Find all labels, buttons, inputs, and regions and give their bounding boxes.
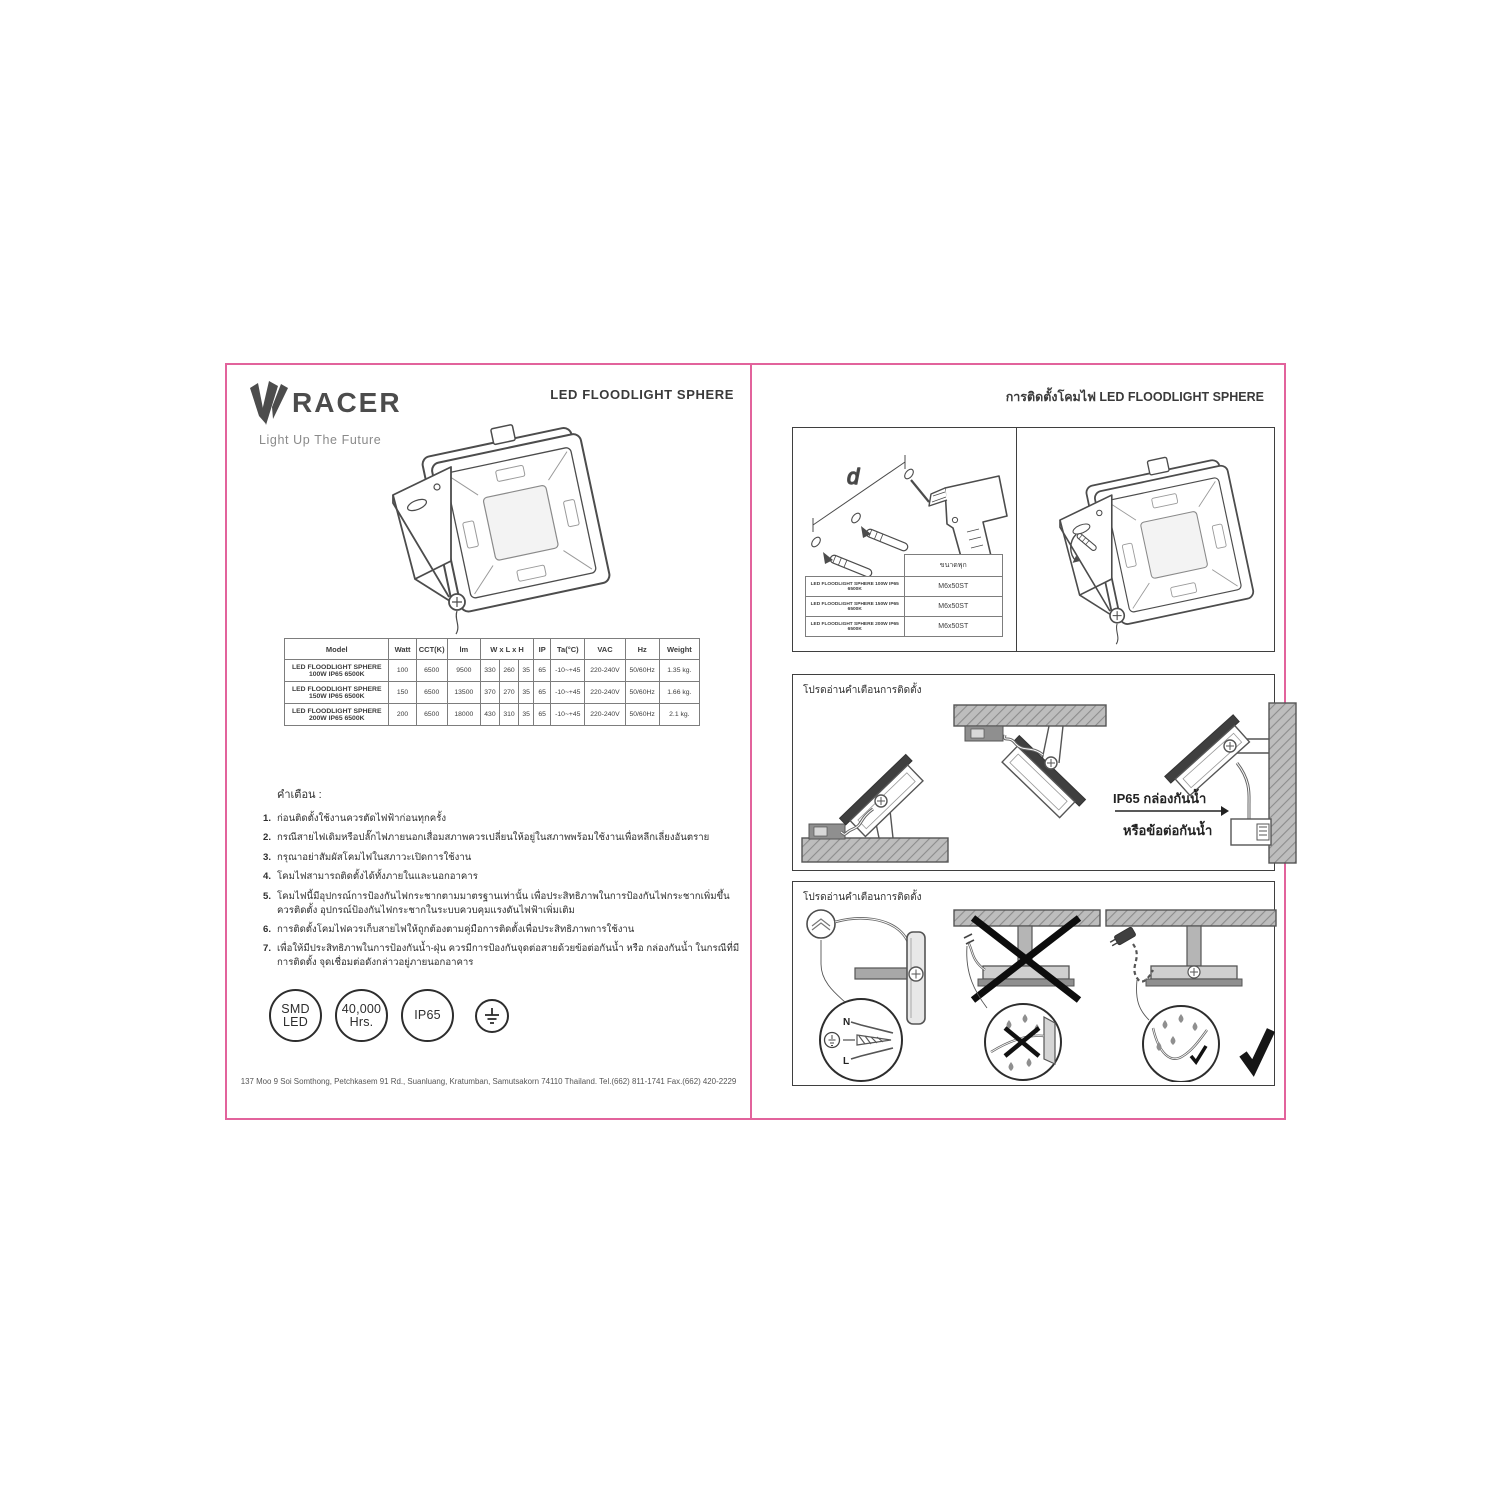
warning-item — [263, 812, 741, 826]
warning-item — [263, 942, 741, 970]
ceiling-mount-diagram — [951, 701, 1109, 867]
company-address: 137 Moo 9 Soi Somthong, Petchkasem 91 Rd., Suanluang, Kratumban, Samutsakorn 74110 Thailand. Tel.(662) 811-1741 Fax.(662) 420-2229 — [240, 1077, 737, 1086]
spec-weight: 2.1 kg. — [659, 704, 699, 726]
spec-h: 35 — [519, 704, 534, 726]
spec-h: 35 — [519, 682, 534, 704]
spec-weight: 1.35 kg. — [659, 660, 699, 682]
anchor-header-spacer — [806, 555, 905, 577]
install-box-wiring — [792, 881, 1275, 1086]
warning-number: 2. — [263, 832, 272, 844]
anchor-size: M6x50ST — [904, 577, 1003, 597]
spec-hz: 50/60Hz — [625, 660, 659, 682]
left-page-title: LED FLOODLIGHT SPHERE — [550, 387, 734, 402]
warning-number: 4. — [263, 871, 272, 883]
smd-led-badge — [269, 989, 322, 1042]
spec-w: 370 — [480, 682, 499, 704]
warning-section — [263, 785, 741, 976]
anchor-size-table — [805, 554, 1003, 637]
spec-row — [285, 660, 700, 682]
badge-text: LED — [283, 1014, 308, 1029]
ground-symbol-icon — [475, 999, 509, 1033]
anchor-row — [806, 577, 1003, 597]
spec-w: 330 — [480, 660, 499, 682]
spec-vac: 220-240V — [585, 704, 625, 726]
spec-l: 310 — [499, 704, 518, 726]
warning-item — [263, 831, 741, 845]
mount-cell — [1017, 428, 1274, 651]
wiring-detail-diagram — [799, 904, 951, 1082]
spec-h: 35 — [519, 660, 534, 682]
spec-col-watt: Watt — [389, 639, 416, 660]
ip65-connector-label: หรือข้อต่อกันน้ำ — [1123, 823, 1213, 838]
install-warning-title: โปรดอ่านคำเตือนการติดตั้ง — [803, 685, 922, 696]
warning-number: 5. — [263, 890, 272, 902]
spec-ip: 65 — [534, 660, 551, 682]
certification-badges — [269, 989, 509, 1042]
spec-model: LED FLOODLIGHT SPHERE 200W IP65 6500K — [285, 704, 389, 726]
badge-text: 40,000 — [341, 1002, 382, 1016]
ip65-badge — [401, 989, 454, 1042]
spec-col-vac: VAC — [585, 639, 625, 660]
spec-col-lm: lm — [447, 639, 480, 660]
warning-title: คำเตือน : — [277, 789, 322, 801]
spec-l: 270 — [499, 682, 518, 704]
warning-item — [263, 870, 741, 884]
document-spread — [225, 363, 1286, 1120]
spec-cct: 6500 — [416, 704, 447, 726]
spec-watt: 100 — [389, 660, 416, 682]
spec-row — [285, 704, 700, 726]
right-page-title: การติดตั้งโคมไฟ LED FLOODLIGHT SPHERE — [1005, 390, 1264, 404]
spec-lm: 18000 — [447, 704, 480, 726]
badge-text: SMD — [281, 1002, 310, 1016]
floodlight-illustration — [365, 399, 617, 639]
no-drip-loop-diagram — [951, 904, 1103, 1082]
install-warning-title: โปรดอ่านคำเตือนการติดตั้ง — [803, 892, 922, 903]
warning-text: เพื่อให้มีประสิทธิภาพในการป้องกันน้ำ-ฝุ่น ควรมีการป้องกันจุดต่อสายด้วยข้อต่อกันน้ำ หรือ กล่องกันน้ำ ในกรณีที่มีการติดตั้ง จุดเชื่อมต่อดังกล่าวอยู่ภายนอกอาคาร — [277, 943, 740, 969]
neutral-wire-label: N — [843, 1017, 851, 1028]
floodlight-mount-illustration — [1035, 434, 1260, 649]
floor-mount-diagram — [799, 701, 951, 867]
spec-vac: 220-240V — [585, 682, 625, 704]
spec-hz: 50/60Hz — [625, 682, 659, 704]
warning-text: กรณีสายไฟเดิมหรือปลั๊กไฟภายนอกเสื่อมสภาพควรเปลี่ยนให้อยู่ในสภาพพร้อมใช้งานเพื่อหลีกเลี่ยงอันตราย — [277, 832, 710, 844]
line-wire-label: L — [843, 1056, 850, 1067]
warning-text: ก่อนติดตั้งใช้งานควรตัดไฟฟ้าก่อนทุกครั้ง — [277, 813, 447, 824]
anchor-size: M6x50ST — [904, 617, 1003, 637]
warning-number: 6. — [263, 923, 272, 935]
spec-col-cct: CCT(K) — [416, 639, 447, 660]
warning-item — [263, 890, 741, 918]
page-left — [227, 365, 752, 1118]
page-right — [752, 365, 1284, 1118]
warning-text: กรุณาอย่าสัมผัสโคมไฟในสภาวะเปิดการใช้งาน — [277, 851, 472, 863]
lifetime-badge — [335, 989, 388, 1042]
warning-text: โคมไฟสามารถติดตั้งได้ทั้งภายในและนอกอาคาร — [277, 871, 478, 883]
spec-ta: -10~+45 — [551, 704, 585, 726]
spec-ip: 65 — [534, 682, 551, 704]
warning-number: 3. — [263, 851, 272, 863]
drill-dimension-label: d — [847, 464, 860, 489]
spec-vac: 220-240V — [585, 660, 625, 682]
install-box-drill — [792, 427, 1275, 652]
warning-item — [263, 851, 741, 865]
racer-wordmark: RACER — [292, 387, 402, 418]
spec-col-ta: Ta(°C) — [551, 639, 585, 660]
warning-text: โคมไฟนี้มีอุปกรณ์การป้องกันไฟกระชากตามมาตรฐานเท่านั้น เพื่อประสิทธิภาพในการป้องกันไฟกระชากเพิ่มขึ้นควรติดตั้ง อุปกรณ์ป้องกันไฟกระชากในระบบควบคุมแรงดันไฟฟ้าเพิ่มเติม — [277, 890, 730, 916]
anchor-size: M6x50ST — [904, 597, 1003, 617]
warning-number: 1. — [263, 813, 272, 824]
spec-col-dim: W x L x H — [480, 639, 533, 660]
ip65-box-label: IP65 กล่องกันน้ำ — [1113, 791, 1207, 806]
spec-model: LED FLOODLIGHT SPHERE 150W IP65 6500K — [285, 682, 389, 704]
anchor-header-row — [806, 555, 1003, 577]
drip-loop-diagram — [1103, 904, 1279, 1082]
spec-lm: 13500 — [447, 682, 480, 704]
badge-text: IP65 — [414, 1008, 441, 1023]
spec-row — [285, 682, 700, 704]
warning-number: 7. — [263, 943, 272, 955]
spec-ta: -10~+45 — [551, 660, 585, 682]
anchor-model: LED FLOODLIGHT SPHERE 150W IP65 6500K — [806, 597, 905, 617]
spec-cct: 6500 — [416, 682, 447, 704]
spec-weight: 1.66 kg. — [659, 682, 699, 704]
anchor-col-size: ขนาดพุก — [904, 555, 1003, 577]
spec-ta: -10~+45 — [551, 682, 585, 704]
spec-watt: 150 — [389, 682, 416, 704]
spec-lm: 9500 — [447, 660, 480, 682]
spec-header-row — [285, 639, 700, 660]
brand-tagline: Light Up The Future — [259, 433, 382, 447]
badge-text: Hrs. — [349, 1014, 374, 1029]
warning-text: การติดตั้งโคมไฟควรเก็บสายไฟให้ถูกต้องตามคู่มือการติดตั้งเพื่อประสิทธิภาพการใช้งาน — [277, 923, 635, 935]
anchor-model: LED FLOODLIGHT SPHERE 100W IP65 6500K — [806, 577, 905, 597]
spec-model: LED FLOODLIGHT SPHERE 100W IP65 6500K — [285, 660, 389, 682]
spec-l: 260 — [499, 660, 518, 682]
wall-mount-diagram — [1109, 701, 1299, 867]
install-box-orientation — [792, 674, 1275, 871]
spec-col-ip: IP — [534, 639, 551, 660]
anchor-model: LED FLOODLIGHT SPHERE 200W IP65 6500K — [806, 617, 905, 637]
anchor-row — [806, 597, 1003, 617]
spec-w: 430 — [480, 704, 499, 726]
spec-col-weight: Weight — [659, 639, 699, 660]
anchor-row — [806, 617, 1003, 637]
warning-item — [263, 923, 741, 937]
spec-hz: 50/60Hz — [625, 704, 659, 726]
spec-col-hz: Hz — [625, 639, 659, 660]
spec-col-model: Model — [285, 639, 389, 660]
spec-watt: 200 — [389, 704, 416, 726]
spec-cct: 6500 — [416, 660, 447, 682]
drill-cell — [793, 428, 1017, 651]
spec-ip: 65 — [534, 704, 551, 726]
spec-table — [284, 638, 700, 726]
